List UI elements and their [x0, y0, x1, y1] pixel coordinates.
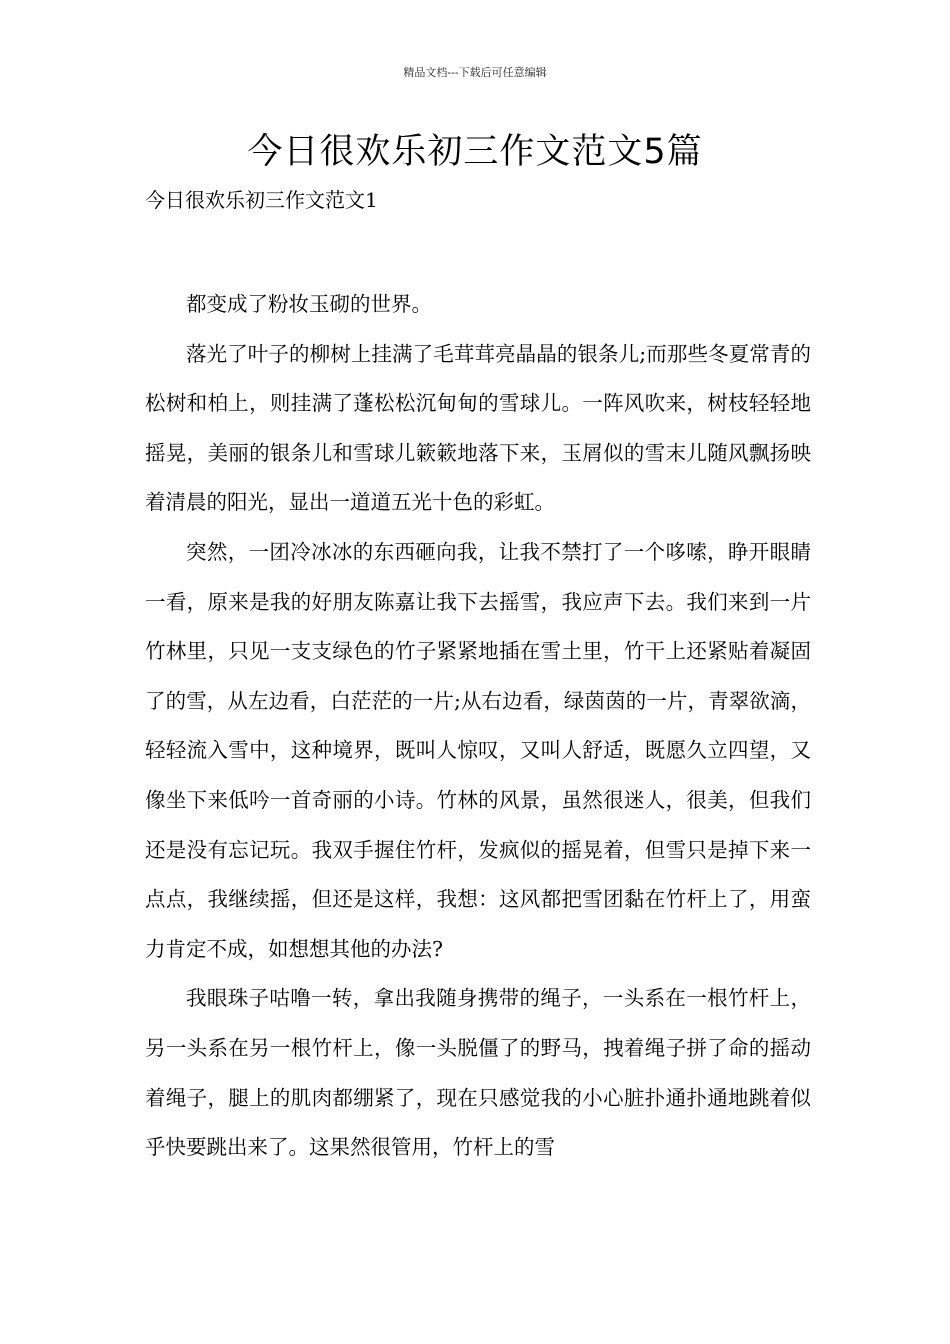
article-body	[145, 280, 811, 1173]
paragraph: 落光了叶子的柳树上挂满了毛茸茸亮晶晶的银条儿;而那些冬夏常青的松树和柏上，则挂满了蓬松松沉甸甸的雪球儿。一阵风吹来，树枝轻轻地摇晃，美丽的银条儿和雪球儿簌簌地落下来，玉屑似的雪末儿随风飘扬映着清晨的阳光，显出一道道五光十色的彩虹。	[145, 341, 811, 515]
paragraph: 都变成了粉妆玉砌的世界。	[186, 292, 432, 316]
paragraph: 突然，一团冷冰冰的东西砸向我，让我不禁打了一个哆嗦，睁开眼睛一看，原来是我的好朋友陈嘉让我下去摇雪，我应声下去。我们来到一片竹林里，只见一支支绿色的竹子紧紧地插在雪土里，竹干上还紧贴着凝固了的雪，从左边看，白茫茫的一片;从右边看，绿茵茵的一片，青翠欲滴，轻轻流入雪中，这种境界，既叫人惊叹，又叫人舒适，既愿久立四望，又像坐下来低吟一首奇丽的小诗。竹林的风景，虽然很迷人，很美，但我们还是没有忘记玩。我双手握住竹杆，发疯似的摇晃着，但雪只是掉下来一点点，我继续摇，但还是这样，我想：这风都把雪团黏在竹杆上了，用蛮力肯定不成，如想想其他的办法?	[145, 539, 811, 961]
header-note: 精品文档---下载后可任意编辑	[403, 66, 547, 79]
paragraph: 我眼珠子咕噜一转，拿出我随身携带的绳子，一头系在一根竹杆上，另一头系在另一根竹杆上，像一头脱僵了的野马，拽着绳子拼了命的摇动着绳子，腿上的肌肉都绷紧了，现在只感觉我的小心脏扑通扑通地跳着似乎快要跳出来了。这果然很管用，竹杆上的雪	[145, 986, 811, 1160]
document-title: 今日很欢乐初三作文范文5篇	[247, 132, 703, 172]
section-title: 今日很欢乐初三作文范文1	[145, 188, 378, 212]
